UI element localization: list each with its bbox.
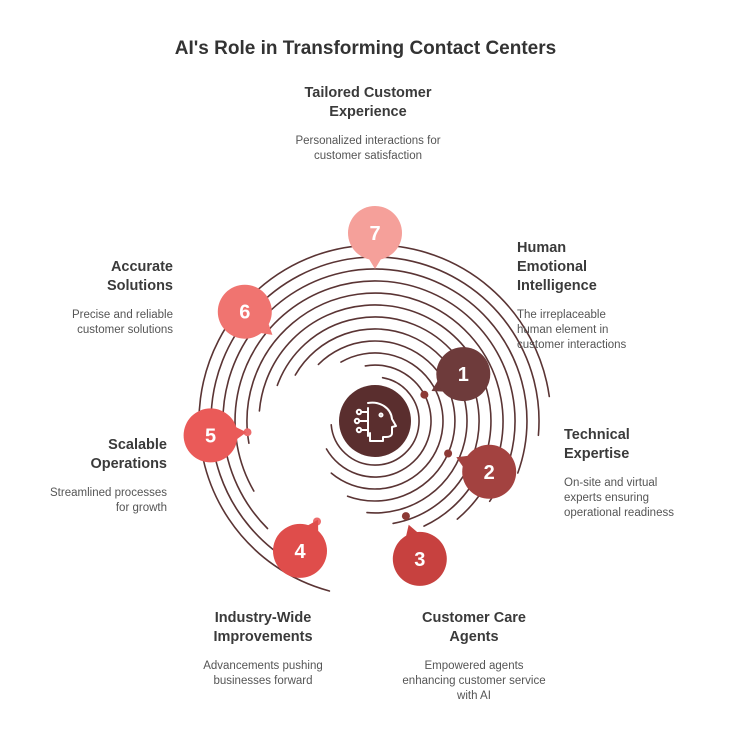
ring-marker-dot [420,391,428,399]
label-title-7: Tailored Customer Experience [304,85,432,120]
ring-marker-dot [402,512,410,520]
marker-bubble-4 [273,520,327,578]
marker-number: 4 [294,540,306,563]
label-item-4 [168,609,358,689]
marker-number: 2 [483,461,495,484]
marker-bubble-2 [456,445,516,499]
marker-bubble-6 [218,285,273,339]
label-item-7 [268,84,468,164]
label-item-5 [10,436,167,516]
label-item-3 [364,609,584,704]
marker-bubble-3 [393,525,447,586]
label-item-2 [564,426,724,521]
label-title-2: Technical Expertise [564,427,630,462]
label-title-1: Human Emotional Intelligence [517,240,597,294]
center-circle [339,385,411,457]
ring-marker-dot [444,450,452,458]
marker-number: 7 [369,223,381,245]
label-desc-3: Empowered agents enhancing customer service with AI [402,660,546,702]
label-item-1 [517,239,717,353]
label-title-6: Accurate Solutions [106,259,173,294]
label-title-4: Industry-Wide Improvements [213,610,313,645]
label-title-3: Customer Care Agents [422,610,526,645]
diagram-title: AI's Role in Transforming Contact Centers [174,38,557,59]
marker-number: 6 [239,301,251,324]
label-item-6 [10,258,173,338]
label-desc-4: Advancements pushing businesses forward [203,660,323,687]
center-hub [339,385,411,457]
label-desc-1: The irreplaceable human element in customer interactions [517,309,627,351]
marker-number: 3 [414,548,426,571]
label-desc-5: Streamlined processes for growth [50,487,167,514]
marker-bubble-7 [348,206,402,269]
label-desc-7: Personalized interactions for customer satisfaction [295,135,441,162]
marker-bubble-5 [184,408,247,462]
marker-number: 1 [457,364,469,387]
marker-number: 5 [205,425,217,448]
label-desc-2: On-site and virtual experts ensuring operational readiness [564,477,674,519]
label-title-5: Scalable Operations [90,437,167,472]
label-desc-6: Precise and reliable customer solutions [71,309,173,336]
